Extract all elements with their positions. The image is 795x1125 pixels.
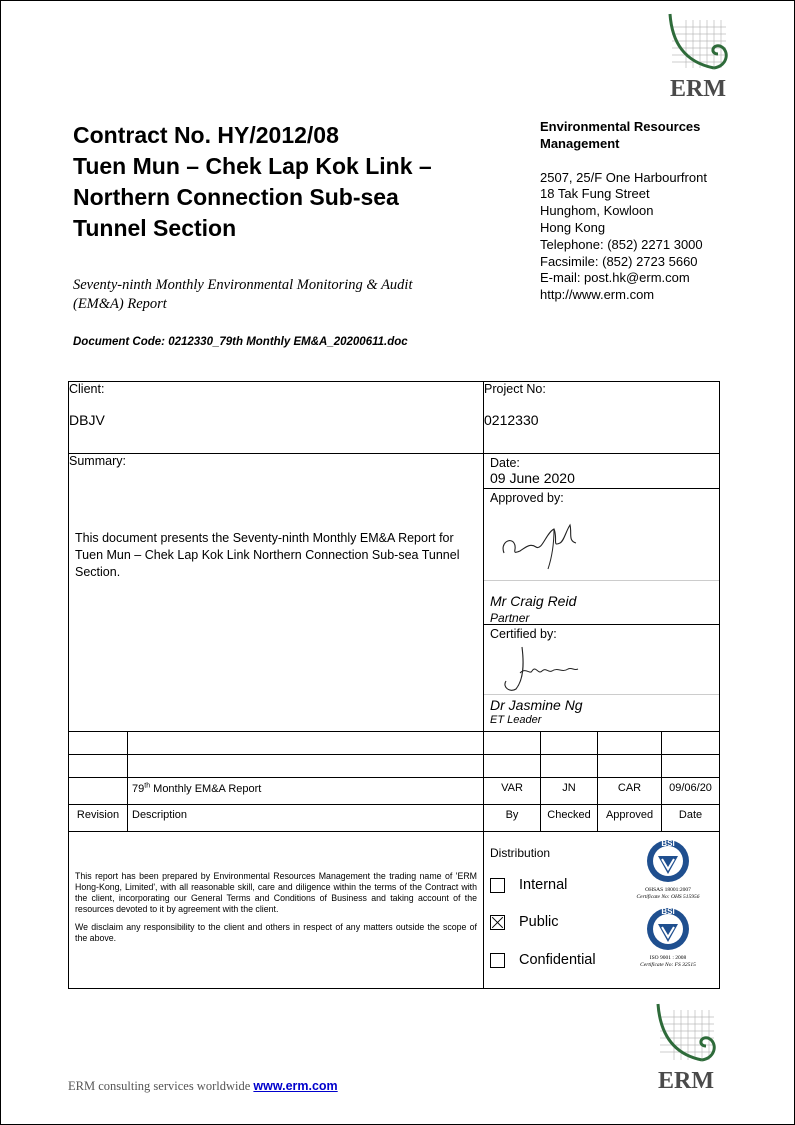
header-approved: Approved — [598, 805, 662, 832]
header-by: By — [484, 805, 541, 832]
subtitle-line: Seventy-ninth Monthly Environmental Monitoring & Audit — [73, 277, 413, 293]
website[interactable]: http://www.erm.com — [540, 287, 655, 303]
revision-date: 09/06/20 — [662, 778, 720, 805]
title-line: Tuen Mun – Chek Lap Kok Link – — [73, 153, 432, 179]
disclaimer-text: We disclaim any responsibility to the client and others in respect of any matters outside the scope of the above. — [75, 921, 478, 943]
document-info-table — [68, 381, 720, 989]
revision-description: 79th Monthly EM&A Report — [128, 778, 484, 805]
public-checkbox[interactable] — [490, 915, 505, 930]
date-label: Date: — [490, 456, 520, 470]
address-line: Hunghom, Kowloon — [540, 203, 654, 219]
bsi-badge-icon — [644, 904, 692, 952]
email[interactable]: E-mail: post.hk@erm.com — [540, 270, 690, 286]
summary-cell — [69, 454, 484, 732]
disclaimer-cell — [69, 832, 484, 989]
summary-text: This document presents the Seventy-ninth Monthly EM&A Report for Tuen Mun – Chek Lap Kok Link Northern Connection Sub-sea Tunnel Section. — [75, 531, 460, 579]
revision-approved: CAR — [598, 778, 662, 805]
revision-row-empty — [69, 755, 720, 778]
iso-cert: BSI ISO 9001 : 2008 Certificate No: FS 32515 — [628, 904, 708, 969]
distribution-confidential[interactable]: Confidential — [490, 952, 596, 968]
company-name: Environmental Resources — [540, 119, 701, 134]
certified-block — [484, 625, 719, 731]
header-revision: Revision — [69, 805, 128, 832]
approved-block — [484, 489, 719, 625]
approver-signature — [496, 513, 596, 573]
svg-text:BSI: BSI — [661, 907, 675, 916]
approval-cell — [484, 454, 720, 732]
ohsas-cert: BSI OHSAS 18001:2007 Certificate No: OHS 515956 — [628, 836, 708, 901]
footer-text: ERM consulting services worldwide — [68, 1079, 251, 1093]
svg-text:ERM: ERM — [658, 1068, 714, 1092]
erm-logo-icon — [652, 1000, 720, 1092]
title-line: Tunnel Section — [73, 215, 237, 241]
project-cell — [484, 382, 720, 454]
distribution-internal[interactable]: Internal — [490, 877, 567, 893]
revision-checked: JN — [541, 778, 598, 805]
internal-checkbox[interactable] — [490, 878, 505, 893]
company-address — [540, 119, 770, 304]
logo-text: ERM — [670, 76, 726, 100]
distribution-public[interactable]: Public — [490, 914, 559, 930]
project-value: 0212330 — [484, 412, 539, 428]
title-line: Northern Connection Sub-sea — [73, 184, 399, 210]
report-subtitle — [73, 276, 493, 314]
signature-line — [484, 694, 719, 695]
signature-line — [484, 580, 719, 581]
certifier-name: Dr Jasmine Ng — [490, 697, 583, 713]
subtitle-line: (EM&A) Report — [73, 296, 167, 312]
approver-title: Partner — [490, 611, 530, 625]
client-label: Client: — [69, 382, 105, 396]
erm-logo-icon — [664, 12, 732, 100]
date-value: 09 June 2020 — [490, 470, 575, 486]
company-name: Management — [540, 135, 620, 151]
document-code: Document Code: 0212330_79th Monthly EM&A_20200611.doc — [73, 336, 408, 348]
certifier-signature — [498, 643, 588, 695]
client-value: DBJV — [69, 412, 105, 428]
bsi-badge-icon — [644, 836, 692, 884]
facsimile: Facsimile: (852) 2723 5660 — [540, 253, 698, 269]
summary-label: Summary: — [69, 454, 126, 468]
approved-label: Approved by: — [490, 491, 564, 505]
report-title — [73, 120, 493, 244]
footer-link[interactable]: www.erm.com — [253, 1079, 338, 1093]
certified-label: Certified by: — [490, 627, 557, 641]
header-checked: Checked — [541, 805, 598, 832]
address-line: Hong Kong — [540, 219, 606, 235]
revision-row-empty — [69, 732, 720, 755]
confidential-checkbox[interactable] — [490, 953, 505, 968]
distribution-cell — [484, 832, 720, 989]
erm-logo-top — [664, 12, 732, 100]
client-cell — [69, 382, 484, 454]
revision-row — [69, 778, 720, 805]
title-line: Contract No. HY/2012/08 — [73, 122, 339, 148]
approver-name: Mr Craig Reid — [490, 593, 577, 609]
date-block — [484, 454, 719, 489]
footer — [68, 1079, 338, 1094]
project-label: Project No: — [484, 382, 546, 396]
header-description: Description — [128, 805, 484, 832]
header-date: Date — [662, 805, 720, 832]
telephone: Telephone: (852) 2271 3000 — [540, 236, 703, 252]
address-line: 2507, 25/F One Harbourfront — [540, 169, 707, 185]
erm-logo-bottom — [652, 1000, 720, 1092]
svg-text:BSI: BSI — [661, 839, 675, 848]
certifier-title: ET Leader — [490, 714, 542, 726]
revision-header-row — [69, 805, 720, 832]
disclaimer-text: This report has been prepared by Environmental Resources Management the trading name of 'ERM Hong-Kong, Limited', with all reasonable skill, care and diligence within the terms of the Contract with the client, incorporating our General Terms and Conditions of Business and taking account of the resources devoted to it by agreement with the client. — [75, 870, 478, 914]
address-line: 18 Tak Fung Street — [540, 186, 650, 202]
distribution-label: Distribution — [490, 846, 551, 860]
revision-by: VAR — [484, 778, 541, 805]
